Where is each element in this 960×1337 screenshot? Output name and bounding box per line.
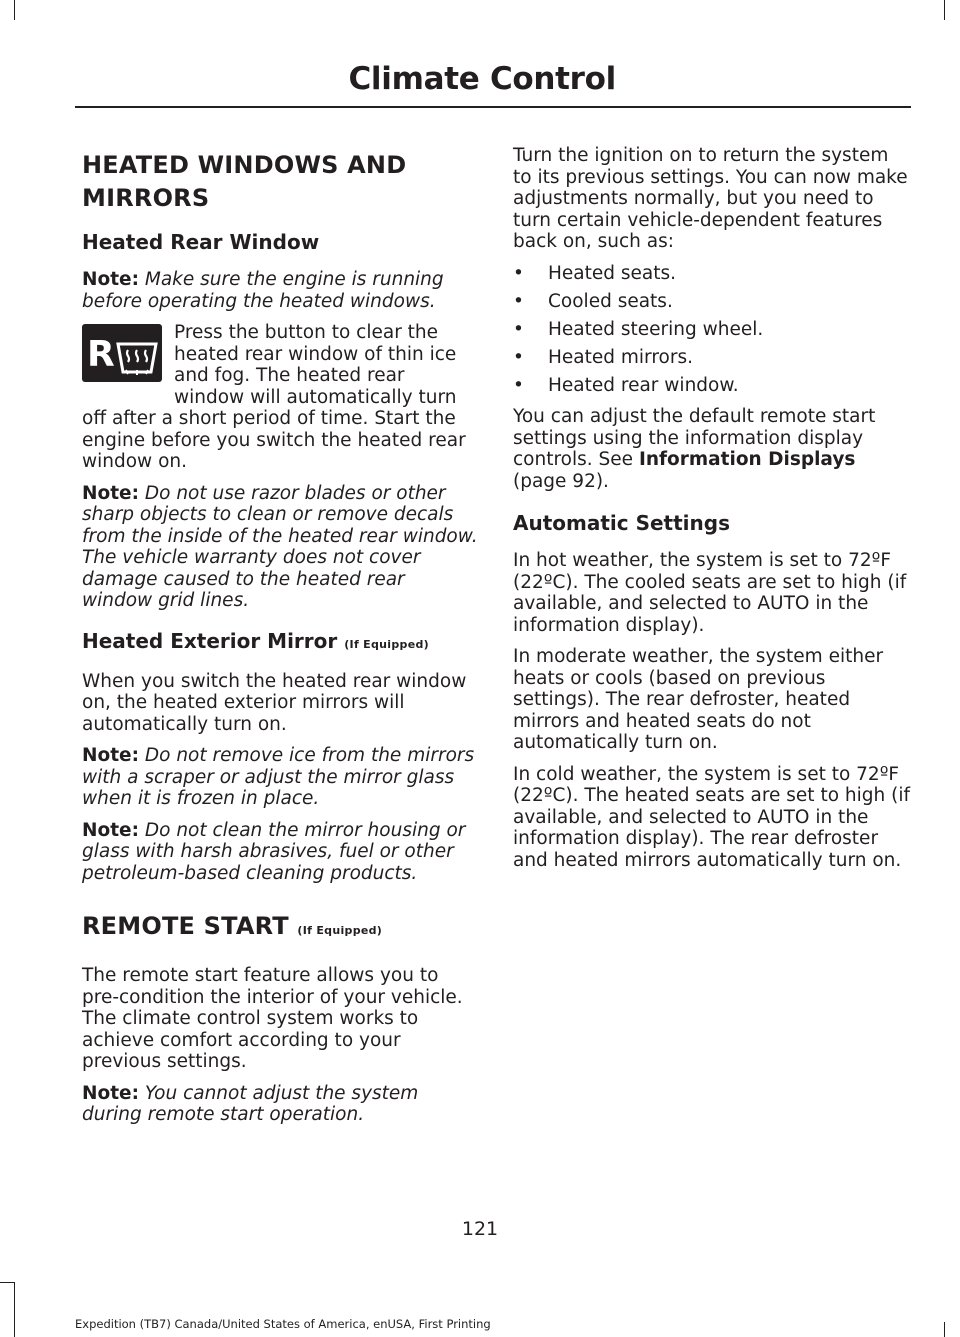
adjust-text: You can adjust the default remote start settings using the information display controls. See bbox=[513, 406, 876, 470]
bullet: • bbox=[513, 374, 524, 396]
crop-mark-top-right bbox=[944, 0, 945, 20]
cold-weather-paragraph: In cold weather, the system is set to 72ºF (22ºC). The heated seats are set to high (if available, and selected to AUTO in the information display). The rear defroster and heated mirrors automatically turn on. bbox=[513, 763, 910, 871]
bullet: • bbox=[513, 346, 524, 368]
note-clean-mirror bbox=[82, 820, 478, 885]
note-label: Note: bbox=[82, 1082, 139, 1104]
list-item bbox=[513, 319, 911, 341]
list-item-text: Heated rear window. bbox=[548, 374, 739, 396]
hot-weather-paragraph: In hot weather, the system is set to 72ºF (22ºC). The cooled seats are set to high (if available, and selected to AUTO in the information display). bbox=[513, 550, 907, 636]
heading-line-1: HEATED WINDOWS AND bbox=[82, 151, 407, 179]
bullet: • bbox=[513, 262, 524, 284]
note-text: Do not remove ice from the mirrors with a scraper or adjust the mirror glass when it is frozen in place. bbox=[82, 745, 475, 809]
automatic-settings-heading: Automatic Settings bbox=[513, 511, 730, 535]
right-column bbox=[513, 145, 911, 881]
list-item-text: Heated steering wheel. bbox=[548, 318, 764, 340]
heated-mirror-paragraph: When you switch the heated rear window on, the heated exterior mirrors will automatically turn on. bbox=[82, 670, 467, 735]
page-number: 121 bbox=[461, 1218, 499, 1240]
crop-mark-bottom-right bbox=[944, 1322, 945, 1337]
left-column bbox=[82, 145, 478, 1136]
header-divider bbox=[75, 106, 911, 108]
page-reference: (page 92). bbox=[513, 470, 609, 492]
list-item bbox=[513, 263, 911, 285]
list-item bbox=[513, 375, 911, 397]
note-text: Make sure the engine is running before operating the heated windows. bbox=[82, 269, 444, 312]
note-text: You cannot adjust the system during remote start operation. bbox=[82, 1082, 419, 1125]
crop-mark-top-left bbox=[14, 0, 15, 20]
if-equipped-label: (If Equipped) bbox=[344, 637, 429, 651]
bullet: • bbox=[513, 318, 524, 340]
heading-line-2: MIRRORS bbox=[82, 184, 210, 212]
bullet: • bbox=[513, 290, 524, 312]
crop-mark-bottom-left bbox=[14, 1282, 15, 1337]
heated-windows-heading bbox=[82, 149, 478, 215]
page-title: Climate Control bbox=[348, 61, 616, 97]
remote-start-heading bbox=[82, 910, 478, 947]
adjust-settings-paragraph bbox=[513, 406, 911, 492]
note-label: Note: bbox=[82, 819, 139, 841]
list-item-text: Heated seats. bbox=[548, 262, 677, 284]
heading-text: REMOTE START bbox=[82, 912, 289, 940]
note-remove-ice bbox=[82, 745, 478, 810]
note-text: Do not use razor blades or other sharp objects to clean or remove decals from the inside of the heated rear window. The vehicle warranty does not cover damage caused to the heated rear window grid lines. bbox=[82, 482, 478, 611]
crop-mark-bottom-left-h bbox=[0, 1282, 14, 1283]
heated-rear-window-icon bbox=[82, 324, 162, 382]
list-item-text: Cooled seats. bbox=[548, 290, 673, 312]
information-displays-link[interactable]: Information Displays bbox=[638, 449, 856, 470]
note-label: Note: bbox=[82, 269, 139, 290]
note-label: Note: bbox=[82, 745, 139, 766]
if-equipped-label: (If Equipped) bbox=[297, 924, 383, 937]
heated-rear-window-paragraph: Press the button to clear the heated rear window of thin ice and fog. The heated rear window will automatically turn off after a short period of time. Start the engine before you switch the heated rear window on. bbox=[82, 322, 466, 472]
remote-start-paragraph: The remote start feature allows you to pre-condition the interior of your vehicle. The climate control system works to achieve comfort according to your previous settings. bbox=[82, 965, 463, 1072]
note-label: Note: bbox=[82, 482, 139, 504]
list-item bbox=[513, 347, 911, 369]
footer-text: Expedition (TB7) Canada/United States of America, enUSA, First Printing bbox=[75, 1317, 491, 1331]
note-razor-blades bbox=[82, 483, 478, 612]
remote-start-intro-paragraph: Turn the ignition on to return the system to its previous settings. You can now make adjustments normally, but you need to turn certain vehicle-dependent features back on, such as: bbox=[513, 145, 908, 252]
features-list bbox=[513, 263, 911, 397]
moderate-weather-paragraph: In moderate weather, the system either heats or cools (based on previous settings). The rear defroster, heated mirrors and heated seats do not automatically turn on. bbox=[513, 646, 884, 753]
list-item-text: Heated mirrors. bbox=[548, 346, 693, 368]
icon-letter-r: R bbox=[87, 334, 115, 375]
note-text: Do not clean the mirror housing or glass with harsh abrasives, fuel or other petroleum-based cleaning products. bbox=[82, 819, 466, 884]
note-remote-start bbox=[82, 1083, 478, 1126]
list-item bbox=[513, 291, 911, 313]
heated-exterior-mirror-heading bbox=[82, 628, 478, 658]
heated-rear-window-heading: Heated Rear Window bbox=[82, 230, 320, 254]
heading-text: Heated Exterior Mirror bbox=[82, 628, 338, 653]
note-engine-running bbox=[82, 269, 478, 312]
